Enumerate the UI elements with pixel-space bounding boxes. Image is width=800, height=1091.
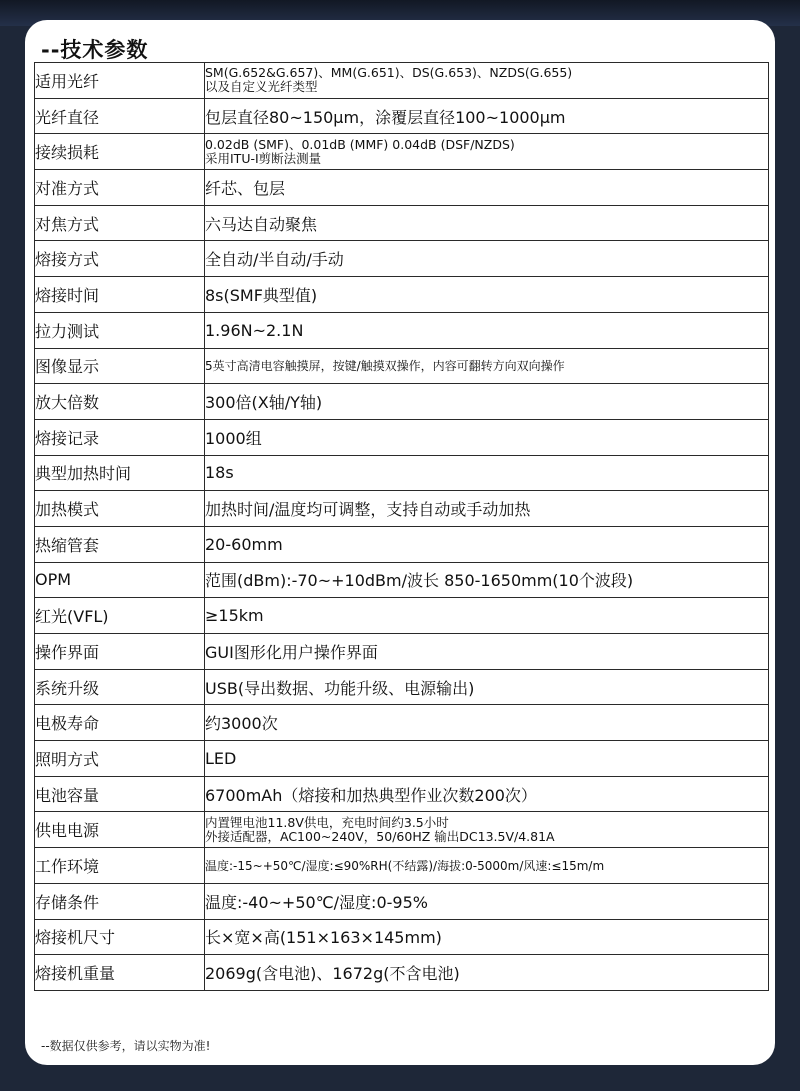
- spec-label: 红光(VFL): [35, 598, 205, 634]
- spec-label: 接续损耗: [35, 134, 205, 170]
- spec-label: 熔接时间: [35, 277, 205, 313]
- spec-value: 8s(SMF典型值): [205, 277, 769, 313]
- spec-value: 18s: [205, 455, 769, 491]
- spec-value: 20-60mm: [205, 526, 769, 562]
- spec-label: OPM: [35, 562, 205, 598]
- table-row: [35, 526, 769, 562]
- spec-label: 系统升级: [35, 669, 205, 705]
- table-row: [35, 562, 769, 598]
- spec-value: 温度:-40~+50℃/湿度:0-95%: [205, 883, 769, 919]
- spec-label: 电池容量: [35, 776, 205, 812]
- spec-value: 1000组: [205, 419, 769, 455]
- spec-label: 加热模式: [35, 491, 205, 527]
- table-row: [35, 241, 769, 277]
- spec-value: 加热时间/温度均可调整，支持自动或手动加热: [205, 491, 769, 527]
- spec-value: 全自动/半自动/手动: [205, 241, 769, 277]
- spec-label: 熔接机重量: [35, 955, 205, 991]
- section-title: --技术参数: [41, 38, 149, 62]
- spec-label: 热缩管套: [35, 526, 205, 562]
- table-row: [35, 205, 769, 241]
- spec-value: 300倍(X轴/Y轴): [205, 384, 769, 420]
- spec-label: 工作环境: [35, 848, 205, 884]
- spec-value: ≥15km: [205, 598, 769, 634]
- spec-value: 范围(dBm):-70~+10dBm/波长 850-1650mm(10个波段): [205, 562, 769, 598]
- table-row: [35, 634, 769, 670]
- table-row: [35, 919, 769, 955]
- spec-value: 1.96N~2.1N: [205, 312, 769, 348]
- spec-label: 电极寿命: [35, 705, 205, 741]
- table-row: [35, 312, 769, 348]
- table-row: [35, 277, 769, 313]
- spec-value: GUI图形化用户操作界面: [205, 634, 769, 670]
- table-row: [35, 455, 769, 491]
- table-row: [35, 776, 769, 812]
- table-row: [35, 348, 769, 384]
- table-row: [35, 669, 769, 705]
- footnote: --数据仅供参考，请以实物为准!: [41, 1039, 211, 1053]
- table-row: [35, 705, 769, 741]
- spec-value: 0.02dB (SMF)、0.01dB (MMF) 0.04dB (DSF/NZDS) 采用ITU-I剪断法测量: [205, 134, 769, 170]
- spec-card: [25, 20, 775, 1065]
- spec-value: USB(导出数据、功能升级、电源输出): [205, 669, 769, 705]
- spec-value: 温度:-15~+50℃/湿度:≤90%RH(不结露)/海拔:0-5000m/风速:≤15m/m: [205, 848, 769, 884]
- spec-label: 对准方式: [35, 170, 205, 206]
- spec-value: LED: [205, 741, 769, 777]
- spec-label: 操作界面: [35, 634, 205, 670]
- spec-label: 典型加热时间: [35, 455, 205, 491]
- spec-value: 纤芯、包层: [205, 170, 769, 206]
- spec-value: 5英寸高清电容触摸屏，按键/触摸双操作，内容可翻转方向双向操作: [205, 348, 769, 384]
- spec-value: 6700mAh（熔接和加热典型作业次数200次）: [205, 776, 769, 812]
- spec-value: 六马达自动聚焦: [205, 205, 769, 241]
- table-row: [35, 598, 769, 634]
- table-row: [35, 491, 769, 527]
- spec-label: 放大倍数: [35, 384, 205, 420]
- spec-value: 内置锂电池11.8V供电，充电时间约3.5小时 外接适配器，AC100~240V，50/60HZ 输出DC13.5V/4.81A: [205, 812, 769, 848]
- spec-value: SM(G.652&G.657)、MM(G.651)、DS(G.653)、NZDS(G.655) 以及自定义光纤类型: [205, 63, 769, 99]
- table-row: [35, 98, 769, 134]
- spec-label: 光纤直径: [35, 98, 205, 134]
- table-row: [35, 63, 769, 99]
- table-row: [35, 848, 769, 884]
- spec-label: 对焦方式: [35, 205, 205, 241]
- table-row: [35, 812, 769, 848]
- spec-value: 长×宽×高(151×163×145mm): [205, 919, 769, 955]
- spec-value: 包层直径80~150μm，涂覆层直径100~1000μm: [205, 98, 769, 134]
- spec-label: 熔接机尺寸: [35, 919, 205, 955]
- spec-label: 适用光纤: [35, 63, 205, 99]
- table-row: [35, 741, 769, 777]
- table-row: [35, 170, 769, 206]
- table-row: [35, 419, 769, 455]
- spec-label: 存储条件: [35, 883, 205, 919]
- spec-label: 照明方式: [35, 741, 205, 777]
- table-row: [35, 955, 769, 991]
- spec-label: 熔接方式: [35, 241, 205, 277]
- table-row: [35, 384, 769, 420]
- spec-label: 熔接记录: [35, 419, 205, 455]
- spec-label: 拉力测试: [35, 312, 205, 348]
- spec-table: [34, 62, 769, 991]
- spec-value: 约3000次: [205, 705, 769, 741]
- spec-label: 供电电源: [35, 812, 205, 848]
- table-row: [35, 883, 769, 919]
- spec-label: 图像显示: [35, 348, 205, 384]
- table-row: [35, 134, 769, 170]
- spec-value: 2069g(含电池)、1672g(不含电池): [205, 955, 769, 991]
